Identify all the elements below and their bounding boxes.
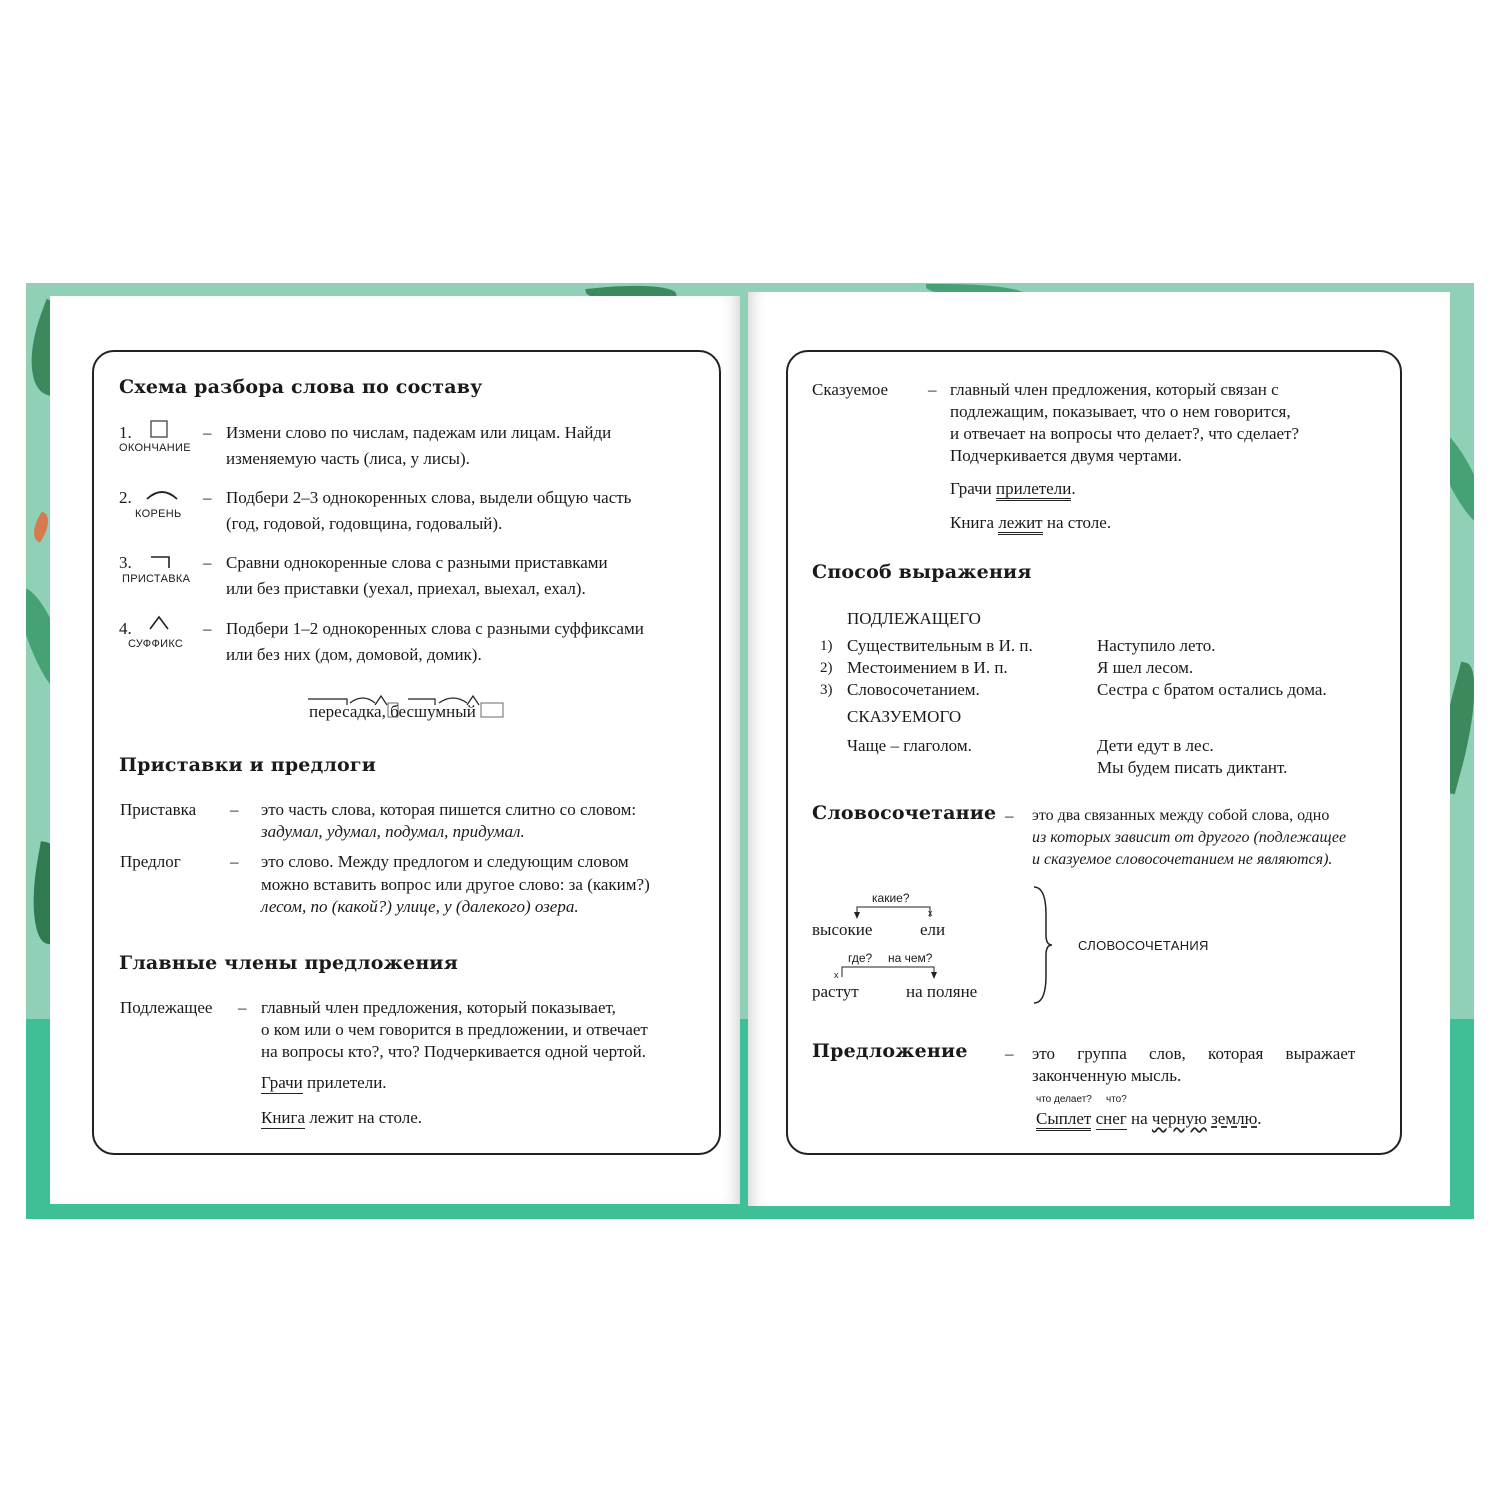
question-label: что делает?	[1036, 1094, 1092, 1105]
morpheme-label: СУФФИКС	[128, 638, 184, 650]
term-prefix: Приставка	[120, 800, 197, 819]
definition-line: из которых зависит от другого (подлежащее	[1032, 829, 1347, 846]
dash: –	[203, 553, 212, 572]
example-words: пересадка, бесшумный	[309, 702, 476, 721]
morpheme-label: КОРЕНЬ	[135, 508, 182, 520]
example-word: Грачи	[950, 479, 992, 498]
phrase-word: ели	[920, 920, 946, 939]
dash: –	[230, 800, 239, 819]
question-label: где?	[848, 951, 873, 965]
definition-line: лесом, по (какой?) улице, у (далекого) озера.	[261, 897, 579, 916]
item-text-line: (год, годовой, годовщина, годовалый).	[226, 514, 503, 533]
prefix-icon	[150, 555, 172, 569]
definition-line: о ком или о чем говорится в предложении, и отвечает	[261, 1020, 648, 1039]
attribute-word: черную	[1151, 1109, 1207, 1128]
dash: –	[928, 380, 937, 399]
example-sentence	[1036, 1108, 1262, 1130]
item-text-line: Сравни однокоренные слова с разными приставками	[226, 553, 608, 572]
section-title-prefixes: Приставки и предлоги	[119, 754, 377, 776]
section-title-sentence: Предложение	[812, 1040, 968, 1062]
item-text-line: Подбери 1–2 однокоренных слова с разными суффиксами	[226, 619, 644, 638]
dash: –	[1005, 1044, 1014, 1063]
section-title-word-parsing: Схема разбора слова по составу	[119, 376, 483, 398]
example-sentence	[261, 1107, 422, 1129]
main-word-mark: x	[928, 908, 933, 918]
section-title-expression: Способ выражения	[812, 561, 1032, 583]
example-rest: лежит на столе.	[309, 1108, 423, 1127]
definition-line: это часть слова, которая пишется слитно со словом:	[261, 800, 637, 819]
dash: –	[203, 488, 212, 507]
term-preposition: Предлог	[120, 852, 181, 871]
row-text: Местоимением в И. п.	[847, 658, 1008, 677]
definition-line: это слово. Между предлогом и следующим словом	[261, 852, 629, 871]
definition-line: подлежащим, показывает, что о нем говорится,	[950, 402, 1291, 421]
morpheme-label: ОКОНЧАНИЕ	[119, 442, 191, 454]
example-sentence	[261, 1072, 387, 1094]
subject-word: снег	[1095, 1109, 1127, 1128]
question-label: что?	[1106, 1094, 1127, 1105]
definition-line: Подчеркивается двумя чертами.	[950, 446, 1182, 465]
dash: –	[203, 423, 212, 442]
definition-line: это группа слов, которая выражает	[1032, 1044, 1356, 1063]
preposition-word: на	[1131, 1109, 1148, 1128]
phrase-word: растут	[812, 982, 859, 1001]
subhead-predicate: СКАЗУЕМОГО	[847, 707, 962, 726]
dash: –	[203, 619, 212, 638]
item-text-line: Подбери 2–3 однокоренных слова, выдели общую часть	[226, 488, 632, 507]
section-title-main-members: Главные члены предложения	[119, 952, 458, 974]
item-number: 3.	[119, 553, 132, 572]
term-predicate: Сказуемое	[812, 380, 889, 399]
example-sentence: Грачи прилетели.	[950, 478, 1076, 500]
item-number: 1.	[119, 423, 132, 442]
row-example: Сестра с братом остались дома.	[1097, 680, 1327, 699]
definition-line: главный член предложения, который связан с	[950, 380, 1279, 399]
underlined-subject: Книга	[261, 1108, 306, 1127]
row-example: Мы будем писать диктант.	[1097, 758, 1288, 777]
row-example: Дети едут в лес.	[1097, 736, 1214, 755]
definition-line: задумал, удумал, подумал, придумал.	[261, 822, 525, 841]
phrases-label: СЛОВОСОЧЕТАНИЯ	[1078, 938, 1209, 953]
item-text-line: или без них (дом, домовой, домик).	[226, 645, 482, 664]
term-subject: Подлежащее	[120, 998, 213, 1017]
period: .	[1257, 1109, 1262, 1128]
item-number: 4.	[119, 619, 132, 638]
definition-line: главный член предложения, который показывает,	[261, 998, 616, 1017]
row-number: 2)	[820, 660, 833, 676]
definition-line: и сказуемое словосочетанием не являются).	[1032, 851, 1333, 868]
example-rest: прилетели.	[307, 1073, 387, 1092]
example-word: Книга	[950, 513, 995, 532]
question-label: какие?	[872, 891, 910, 905]
dash: –	[1005, 806, 1014, 825]
root-icon	[145, 487, 179, 501]
double-underlined-predicate: прилетели	[996, 479, 1071, 501]
ending-icon	[150, 420, 168, 438]
row-text: Чаще – глаголом.	[847, 736, 972, 755]
double-underlined-predicate: лежит	[998, 513, 1042, 535]
suffix-icon	[148, 615, 170, 631]
phrase-word: высокие	[812, 920, 873, 939]
object-word: землю	[1211, 1109, 1258, 1128]
item-text-line: или без приставки (уехал, приехал, выехал, ехал).	[226, 579, 586, 598]
main-word-mark: x	[834, 970, 839, 980]
section-title-phrase: Словосочетание	[812, 802, 997, 824]
question-label: на чем?	[888, 951, 933, 965]
row-text: Существительным в И. п.	[847, 636, 1033, 655]
definition-line: и отвечает на вопросы что делает?, что сделает?	[950, 424, 1300, 443]
row-number: 3)	[820, 682, 833, 698]
dash: –	[238, 998, 247, 1017]
morpheme-label: ПРИСТАВКА	[122, 573, 191, 585]
item-text-line: изменяемую часть (лиса, у лисы).	[226, 449, 470, 468]
row-number: 1)	[820, 638, 833, 654]
definition-line: это два связанных между собой слова, одно	[1032, 807, 1330, 824]
subhead-subject: ПОДЛЕЖАЩЕГО	[847, 609, 981, 628]
item-text-line: Измени слово по числам, падежам или лицам. Найди	[226, 423, 612, 442]
row-text: Словосочетанием.	[847, 680, 980, 699]
row-example: Я шел лесом.	[1097, 658, 1194, 677]
example-sentence	[950, 512, 1111, 534]
definition-line: на вопросы кто?, что? Подчеркивается одной чертой.	[261, 1042, 646, 1061]
predicate-word: Сыплет	[1036, 1109, 1091, 1131]
underlined-subject: Грачи	[261, 1073, 303, 1092]
example-rest: на столе.	[1046, 513, 1112, 532]
row-example: Наступило лето.	[1097, 636, 1216, 655]
phrase-word: на поляне	[906, 982, 978, 1001]
definition-line: можно вставить вопрос или другое слово: за (каким?)	[261, 875, 650, 894]
item-number: 2.	[119, 488, 132, 507]
definition-line: законченную мысль.	[1032, 1066, 1182, 1085]
dash: –	[230, 852, 239, 871]
